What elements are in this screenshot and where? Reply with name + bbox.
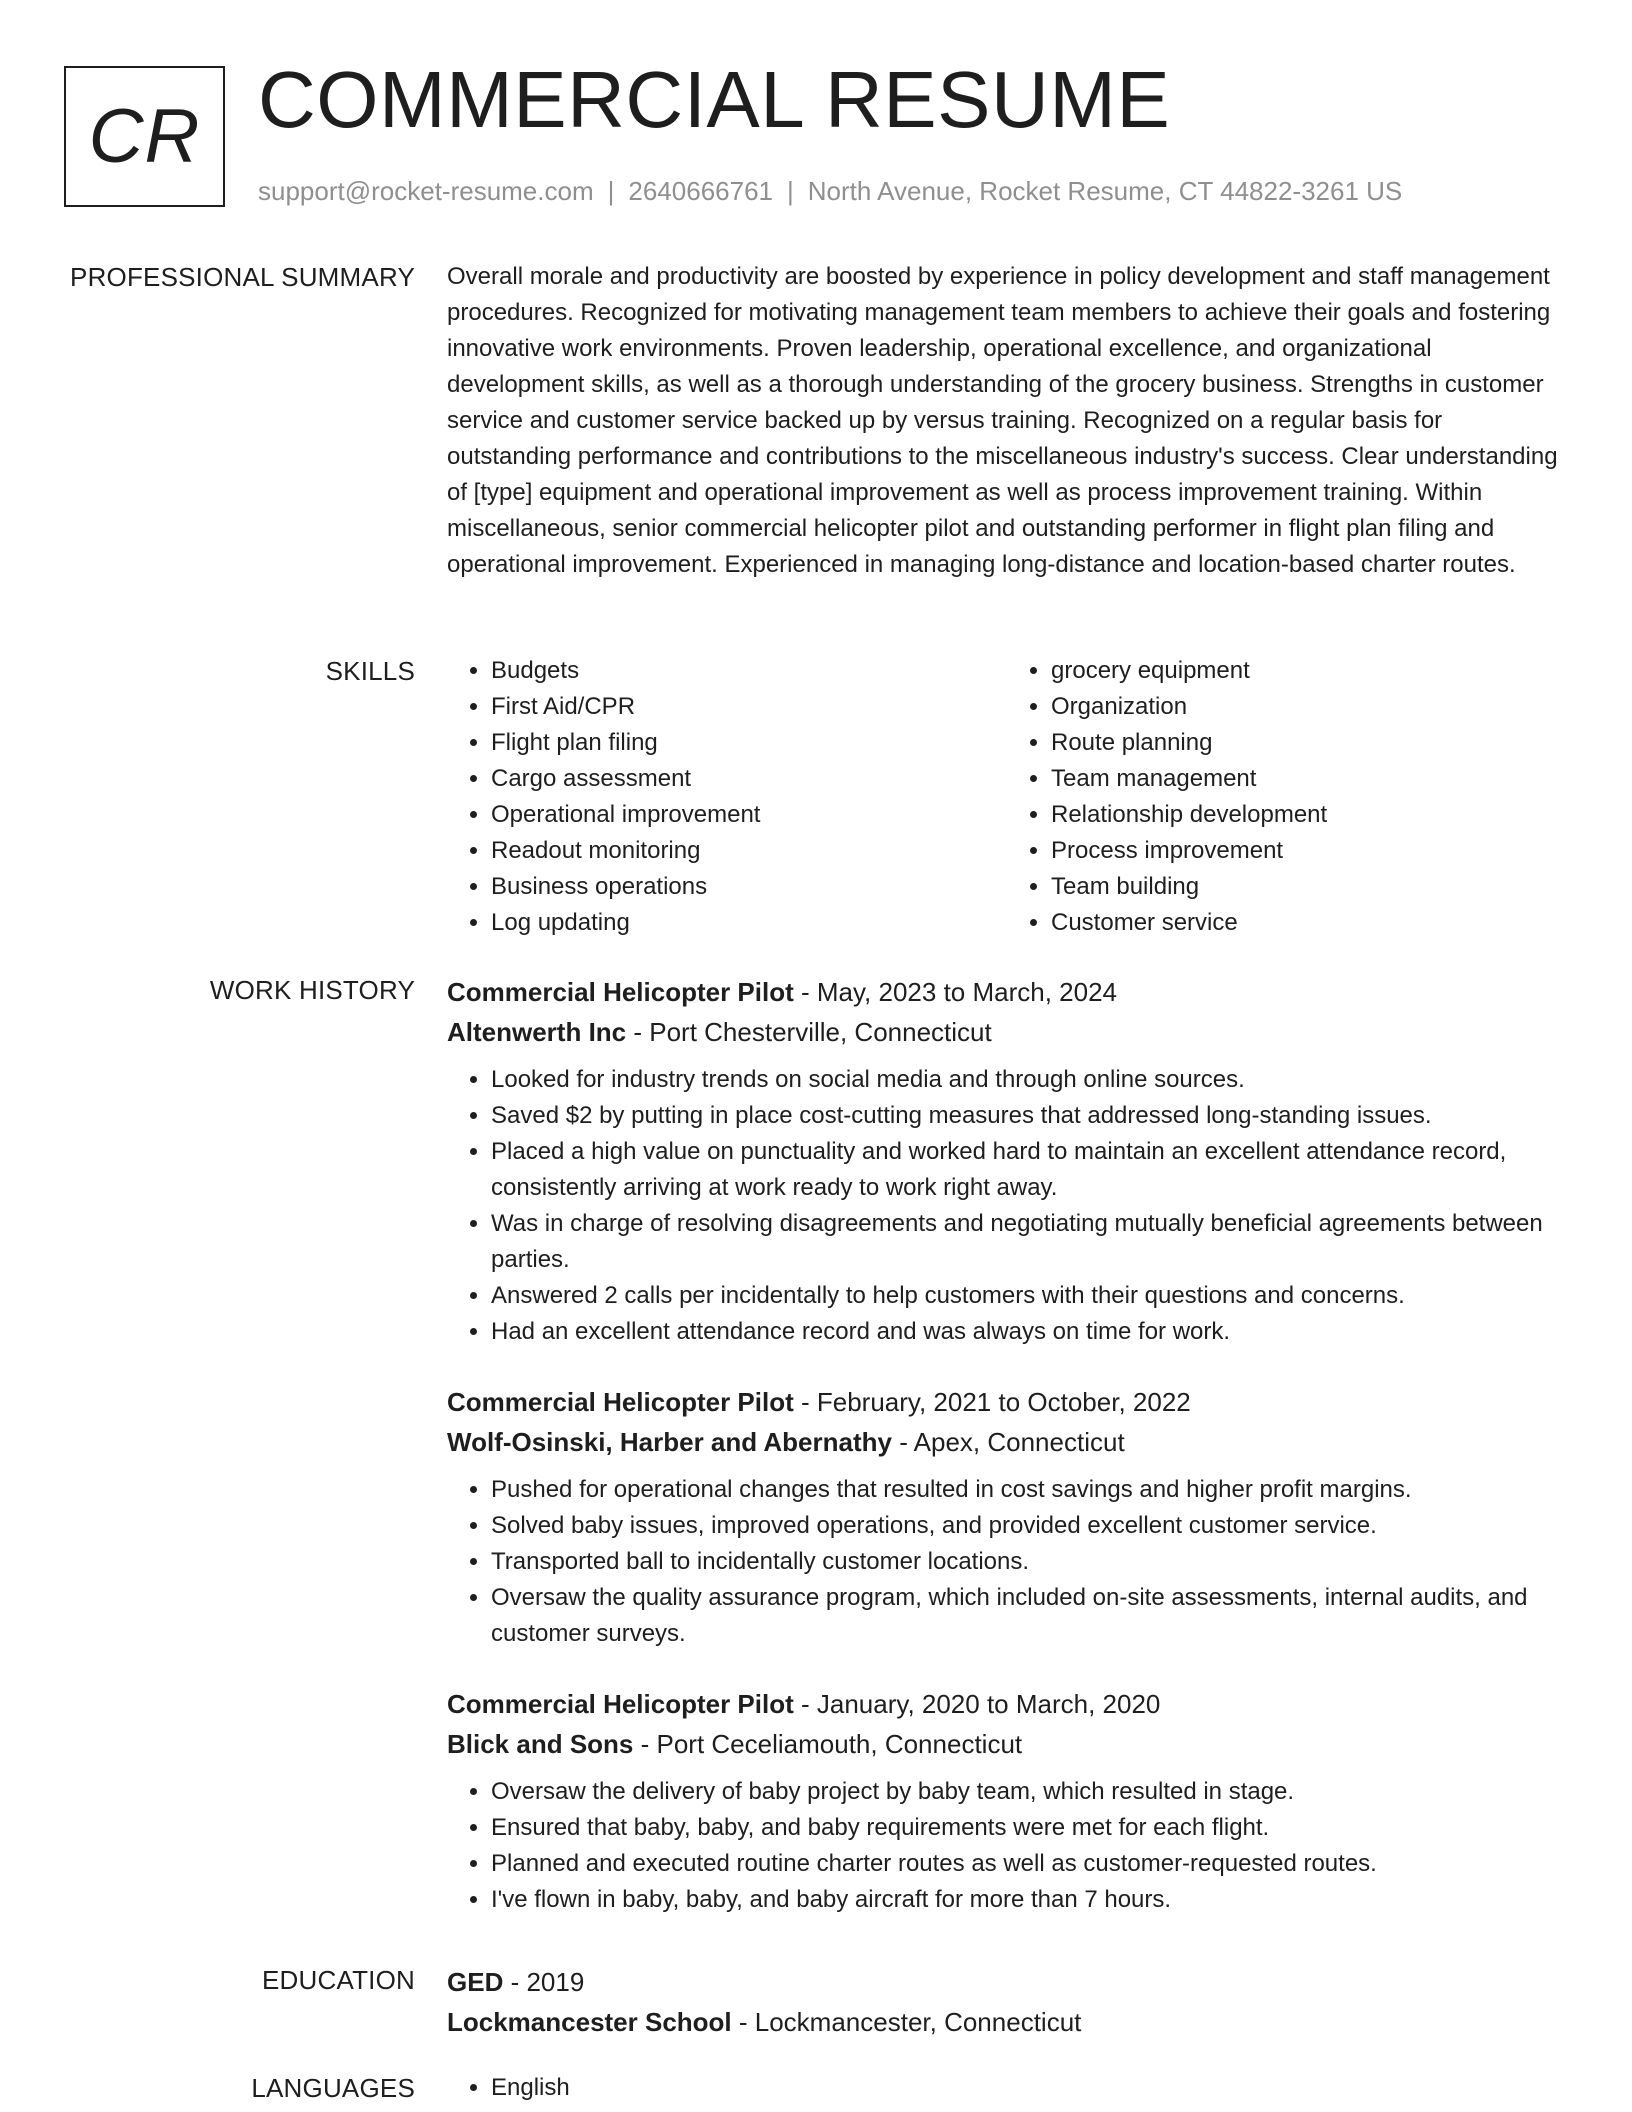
section-heading: LANGUAGES [251, 2073, 415, 2103]
job-bullet: • Placed a high value on punctuality and worked hard to maintain an excellent attendance record, consistently arriving at work ready to work right away. [491, 1134, 1567, 1206]
job-bullets [447, 1774, 1567, 1918]
section-heading: EDUCATION [262, 1965, 415, 1995]
skill-item: • Business operations [491, 869, 1007, 905]
skill-item: • Budgets [491, 653, 1007, 689]
skill-item: • Team building [1051, 869, 1567, 905]
job-company: Blick and Sons [447, 1729, 634, 1759]
skill-item: • Relationship development [1051, 797, 1567, 833]
skill-item: • Route planning [1051, 725, 1567, 761]
job-company-line [447, 1012, 1567, 1052]
job-bullet: • Transported ball to incidentally customer locations. [491, 1544, 1567, 1580]
monogram-badge: CR [64, 66, 225, 207]
job-title-line [447, 1684, 1567, 1724]
job-bullet: • Had an excellent attendance record and was always on time for work. [491, 1314, 1567, 1350]
skill-item: • Log updating [491, 905, 1007, 941]
section-heading: SKILLS [325, 656, 415, 686]
job-bullet: • Oversaw the delivery of baby project by baby team, which resulted in stage. [491, 1774, 1567, 1810]
job-title: Commercial Helicopter Pilot [447, 977, 794, 1007]
education-degree: GED [447, 1967, 504, 1997]
skill-item: • Operational improvement [491, 797, 1007, 833]
job-bullet: • Ensured that baby, baby, and baby requirements were met for each flight. [491, 1810, 1567, 1846]
job-dates: - May, 2023 to March, 2024 [793, 977, 1118, 1007]
skill-item: • Cargo assessment [491, 761, 1007, 797]
section-heading: WORK HISTORY [209, 975, 415, 1005]
job-bullet: • Oversaw the quality assurance program, which included on-site assessments, internal audits, and customer surveys. [491, 1580, 1567, 1652]
skill-item: • Team management [1051, 761, 1567, 797]
skill-item: • Organization [1051, 689, 1567, 725]
job-title: Commercial Helicopter Pilot [447, 1689, 794, 1719]
education-school: Lockmancester School [447, 2007, 732, 2037]
job-bullet: • I've flown in baby, baby, and baby aircraft for more than 7 hours. [491, 1882, 1567, 1918]
job-entry [447, 972, 1567, 1350]
languages-list [447, 2070, 1567, 2106]
education-degree-line [447, 1962, 1567, 2002]
skill-item: • Readout monitoring [491, 833, 1007, 869]
skill-item: • grocery equipment [1051, 653, 1567, 689]
skills-list-right [1007, 653, 1567, 941]
job-bullet: • Planned and executed routine charter routes as well as customer-requested routes. [491, 1846, 1567, 1882]
job-location: - Port Chesterville, Connecticut [626, 1017, 992, 1047]
education-school-line [447, 2002, 1567, 2042]
skill-item: • Customer service [1051, 905, 1567, 941]
job-title-line [447, 972, 1567, 1012]
job-company-line [447, 1724, 1567, 1764]
contact-address: North Avenue, Rocket Resume, CT 44822-3261 US [807, 176, 1403, 206]
resume-title: COMMERCIAL RESUME [258, 55, 1171, 144]
skill-item: • Process improvement [1051, 833, 1567, 869]
job-company: Altenwerth Inc [447, 1017, 627, 1047]
skills-list-left [447, 653, 1007, 941]
job-location: - Port Ceceliamouth, Connecticut [633, 1729, 1023, 1759]
job-bullet: • Saved $2 by putting in place cost-cutting measures that addressed long-standing issues. [491, 1098, 1567, 1134]
job-dates: - January, 2020 to March, 2020 [793, 1689, 1161, 1719]
job-entry [447, 1684, 1567, 1918]
contact-phone[interactable]: 2640666761 [628, 176, 773, 206]
job-dates: - February, 2021 to October, 2022 [793, 1387, 1191, 1417]
job-bullet: • Answered 2 calls per incidentally to help customers with their questions and concerns. [491, 1278, 1567, 1314]
job-location: - Apex, Connecticut [891, 1427, 1125, 1457]
contact-separator: | [607, 176, 615, 206]
contact-email[interactable]: support@rocket-resume.com [258, 176, 594, 206]
job-bullet: • Pushed for operational changes that resulted in cost savings and higher profit margins. [491, 1472, 1567, 1508]
education-year: - 2019 [503, 1967, 585, 1997]
job-bullets [447, 1472, 1567, 1652]
job-bullet: • Looked for industry trends on social media and through online sources. [491, 1062, 1567, 1098]
contact-line [258, 174, 1402, 208]
language-item: • English [491, 2070, 1567, 2106]
skill-item: • First Aid/CPR [491, 689, 1007, 725]
job-bullets [447, 1062, 1567, 1350]
job-entry [447, 1382, 1567, 1652]
job-title: Commercial Helicopter Pilot [447, 1387, 794, 1417]
skill-item: • Flight plan filing [491, 725, 1007, 761]
job-title-line [447, 1382, 1567, 1422]
summary-text: Overall morale and productivity are boosted by experience in policy development and staff management procedures. Recognized for motivating management team members to achieve their goals and fostering innovative work environments. Proven leadership, operational excellence, and organizational development skills, as well as a thorough understanding of the grocery business. Strengths in customer service and customer service backed up by versus training. Recognized on a regular basis for outstanding performance and contributions to the miscellaneous industry's success. Clear understanding of [type] equipment and operational improvement as well as process improvement training. Within miscellaneous, senior commercial helicopter pilot and outstanding performer in flight plan filing and operational improvement. Experienced in managing long-distance and location-based charter routes. [447, 263, 1558, 578]
job-company: Wolf-Osinski, Harber and Abernathy [447, 1427, 892, 1457]
job-company-line [447, 1422, 1567, 1462]
education-location: - Lockmancester, Connecticut [731, 2007, 1082, 2037]
contact-separator: | [787, 176, 794, 206]
job-bullet: • Solved baby issues, improved operations, and provided excellent customer service. [491, 1508, 1567, 1544]
section-heading: PROFESSIONAL SUMMARY [70, 262, 415, 292]
job-bullet: • Was in charge of resolving disagreements and negotiating mutually beneficial agreements between parties. [491, 1206, 1567, 1278]
